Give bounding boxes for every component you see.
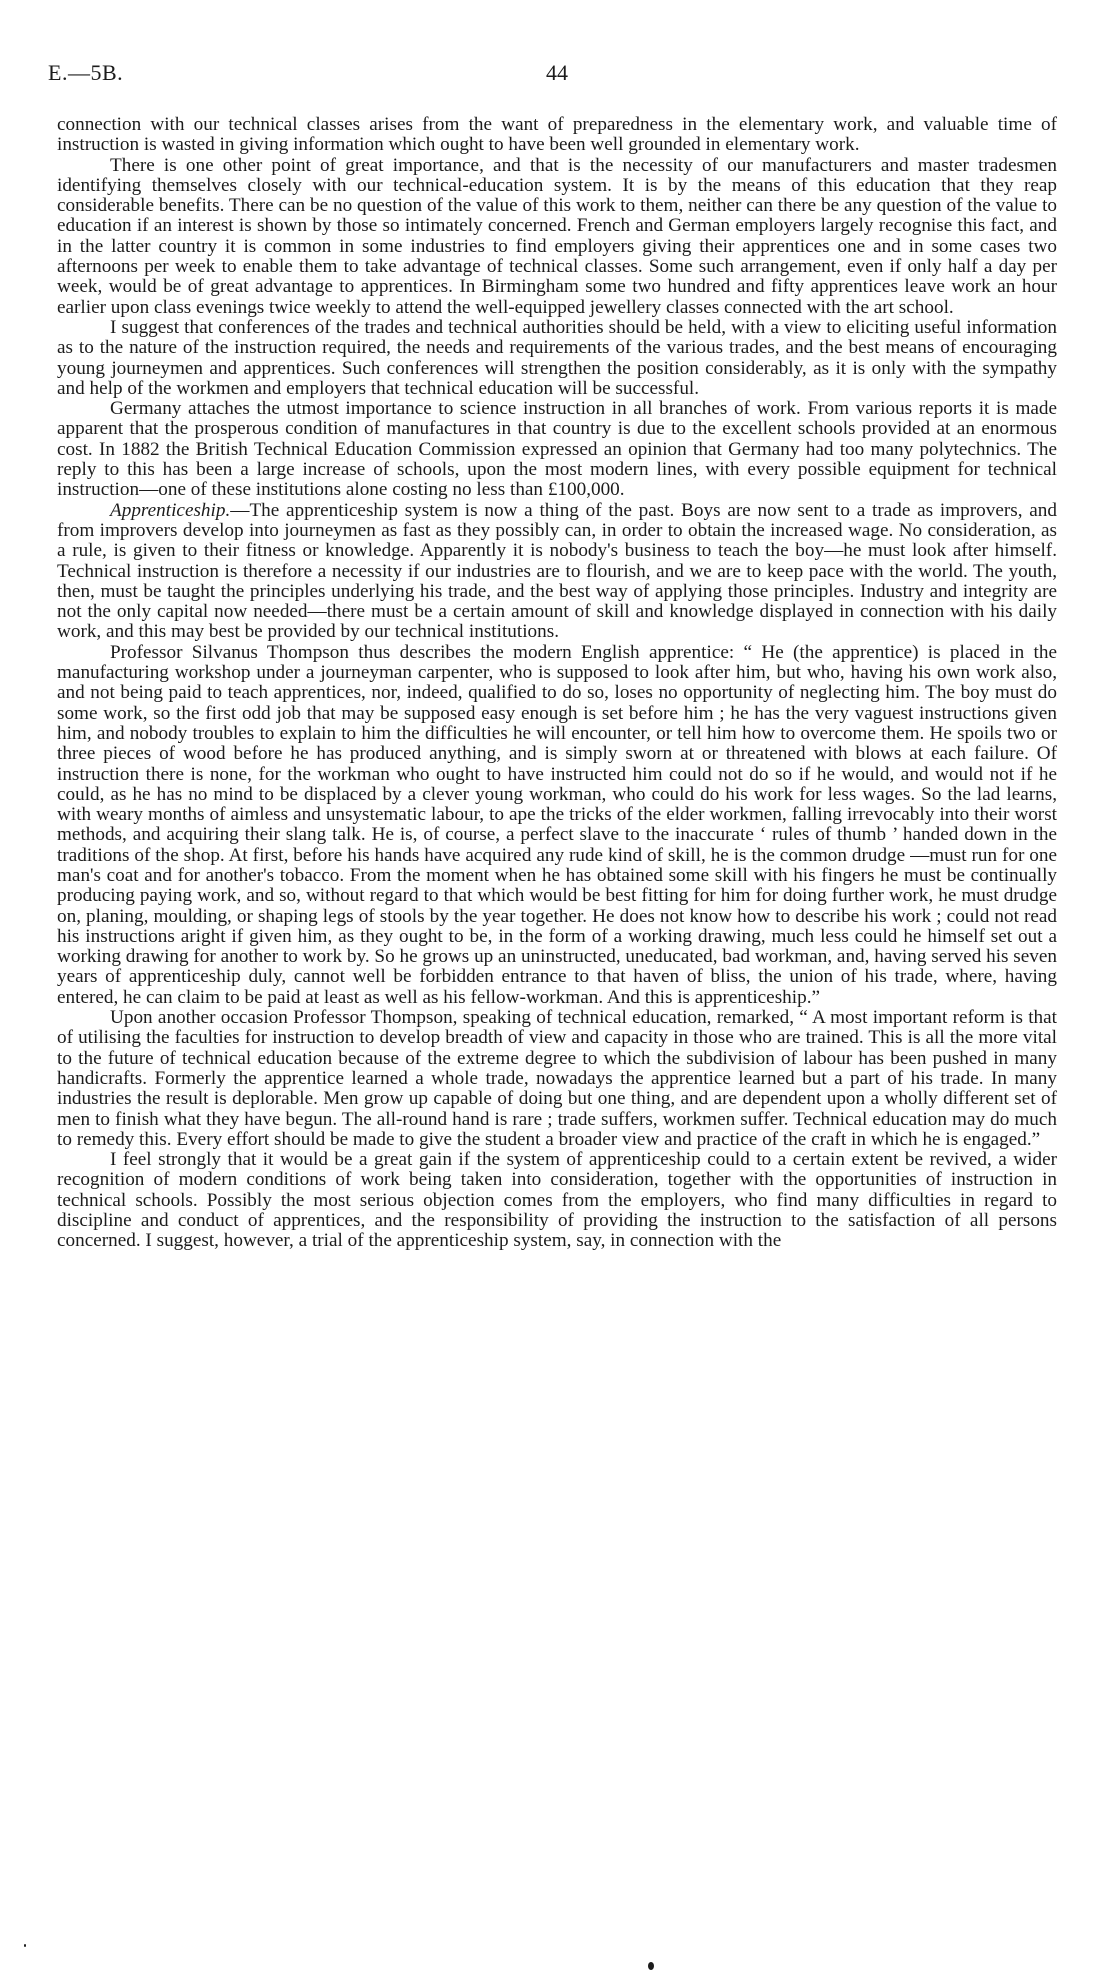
body-text (57, 115, 1057, 1252)
paragraph-manufacturers: There is one other point of great importance, and that is the necessity of our manufacturers and master tradesmen identifying themselves closely with our technical-education system. It is by the means of this education that they reap considerable benefits. There can be no question of the value of this work to them, neither can there be any question of the value to education if an interest is shown by those so intimately concerned. French and German employers largely recognise this fact, and in the latter country it is common in some industries to find employers giving their apprentices one and in some cases two afternoons per week to enable them to take advantage of technical classes. Some such arrangement, even if only half a day per week, would be of great advantage to apprentices. In Birmingham some two hundred and fifty apprentices leave work an hour earlier upon class evenings twice weekly to attend the well-equipped jewellery classes connected with the art school. (57, 154, 1057, 318)
paragraph-conferences: I suggest that conferences of the trades and technical authorities should be held, with a view to eliciting useful information as to the nature of the instruction required, the needs and requirements of the various trades, and the best means of encouraging young journeymen and apprentices. Such conferences will strengthen the position considerably, as it is only with the sympathy and help of the workmen and employers that technical education will be successful. (57, 316, 1057, 399)
scan-speck (24, 1944, 26, 1947)
apprenticeship-text: —The apprenticeship system is now a thing of the past. Boys are now sent to a trade as improvers, and from improvers develop into journeymen as fast as they possibly can, in order to obtain the increased wage. No consideration, as a rule, is given to their fitness or knowledge. Apparently it is nobody's business to teach the boy—he must look after himself. Technical instruction is therefore a necessity if our industries are to flourish, and we are to keep pace with the world. The youth, then, must be taught the principles underlying his trade, and the best way of applying those principles. Industry and integrity are not the only capital now needed—there must be a certain amount of skill and knowledge displayed in connection with his daily work, and this may best be provided by our technical institutions. (57, 499, 1057, 643)
page-header (48, 60, 1066, 86)
document-reference: E.—5B. (48, 60, 124, 85)
paragraph-thompson-reform: Upon another occasion Professor Thompson, speaking of technical education, remarked, “ A most important reform is that of utilising the faculties for instruction to develop breadth of view and capacity in those who are trained. This is all the more vital to the future of technical education because of the extreme degree to which the subdivision of labour has been pushed in many handicrafts. Formerly the apprentice learned a whole trade, nowadays the apprentice learned but a part of his trade. In many industries the result is deplorable. Men grow up capable of doing but one thing, and are dependent upon a wholly different set of men to finish what they have begun. The all-round hand is rare ; trade suffers, workmen suffer. Technical education may do much to remedy this. Every effort should be made to give the student a broader view and practice of the craft in which he is engaged.” (57, 1007, 1057, 1150)
paragraph-germany: Germany attaches the utmost importance to science instruction in all branches of work. From various reports it is made apparent that the prosperous condition of manufactures in that country is due to the excellent schools provided at an enormous cost. In 1882 the British Technical Education Commission expressed an opinion that Germany had too many polytechnics. The reply to this has been a large increase of schools, upon the most modern lines, with every possible equipment for technical instruction—one of these institutions alone costing no less than £100,000. (57, 398, 1057, 501)
scan-speck (648, 1962, 654, 1970)
paragraph-revival: I feel strongly that it would be a great gain if the system of apprenticeship could to a certain extent be revived, a wider recognition of modern conditions of work being taken into consideration, together with the opportunities of instruction in technical schools. Possibly the most serious objection comes from the employers, who find many difficulties in regard to discipline and conduct of apprentices, and the responsibility of providing the instruction to the satisfaction of all persons concerned. I suggest, however, a trial of the apprenticeship system, say, in connection with the (57, 1149, 1057, 1252)
apprenticeship-heading: Apprenticeship. (110, 499, 231, 521)
paragraph-continuation: connection with our technical classes arises from the want of preparedness in the elementary work, and valuable time of instruction is wasted in giving information which ought to have been well grounded in elementary work. (57, 114, 1057, 156)
paragraph-thompson-quote: Professor Silvanus Thompson thus describes the modern English apprentice: “ He (the apprentice) is placed in the manufacturing workshop under a journeyman carpenter, who is supposed to look after him, but who, having his own work also, and not being paid to teach apprentices, nor, indeed, qualified to do so, loses no opportunity of neglecting him. The boy must do some work, so the first odd job that may be supposed easy enough is set before him ; he has the very vaguest instructions given him, and nobody troubles to explain to him the difficulties he will encounter, or tell him how to overcome them. He spoils two or three pieces of wood before he has produced anything, and is simply sworn at or threatened with blows at each failure. Of instruction there is none, for the workman who ought to have instructed him could not do so if he would, and would not if he could, as he has no mind to be displaced by a clever young workman, who could do his work for less wages. So the lad learns, with weary months of aimless and unsystematic labour, to ape the tricks of the elder workmen, falling irrevocably into their worst methods, and acquiring their slang talk. He is, of course, a perfect slave to the inaccurate ‘ rules of thumb ’ handed down in the traditions of the shop. At first, before his hands have acquired any rude kind of skill, he is the common drudge —must run for one man's coat and for another's tobacco. From the moment when he has obtained some skill with his fingers he must be continually producing paying work, and so, without regard to that which would be best fitting for him for doing further work, he must drudge on, planing, moulding, or shaping legs of stools by the year together. He does not know how to describe his work ; could not read his instructions aright if given him, as they ought to be, in the form of a working drawing, much less could he himself set out a working drawing for another to work by. So he grows up an uninstructed, uneducated, bad workman, and, having served his seven years of apprenticeship duly, cannot well be forbidden entrance to that haven of bliss, the union of his trade, where, having entered, he can claim to be paid at least as well as his fellow-workman. And this is apprenticeship.” (57, 641, 1057, 1008)
page-number: 44 (546, 60, 568, 85)
paragraph-apprenticeship (57, 501, 1057, 643)
